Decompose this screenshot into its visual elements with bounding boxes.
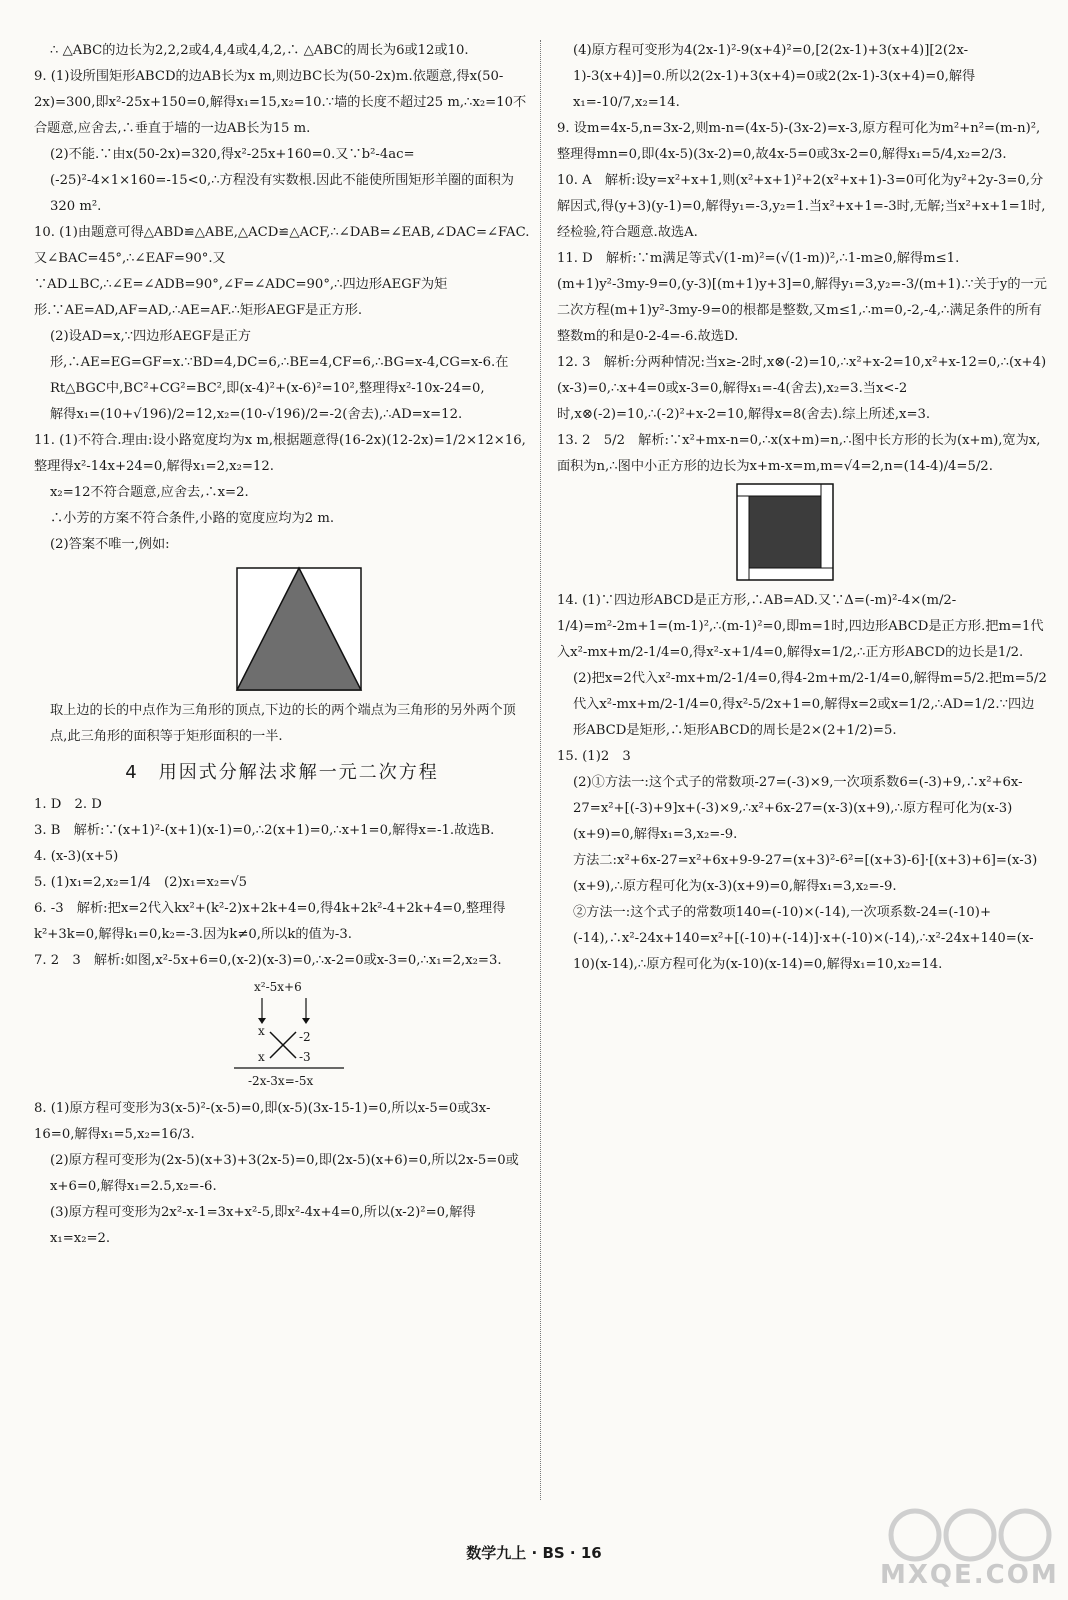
cross-left-2: x xyxy=(258,1050,265,1064)
right-column xyxy=(557,38,1047,978)
section-title: 4 用因式分解法求解一元二次方程 xyxy=(125,762,439,783)
cross-multiplication-figure xyxy=(34,974,530,1096)
cross-top: x²-5x+6 xyxy=(254,980,302,994)
page-footer: 数学九上 · BS · 16 xyxy=(466,1544,602,1562)
rectangle-triangle-figure xyxy=(34,558,530,698)
right-paragraph: (2)把x=2代入x²-mx+m/2-1/4=0,得4-2m+m/2-1/4=0,解得m=5/2.把m=5/2代入x²-mx+m/2-1/4=0,得x²-5/2x+1=0,解得x=2或x=1/2,∴AD=1/2.∵四边形ABCD是矩形,∴矩形ABCD的周长是2×(2+1/2)=5. xyxy=(573,671,1047,738)
cross-left-1: x xyxy=(258,1024,265,1038)
left-paragraph: 3. B 解析:∵(x+1)²-(x+1)(x-1)=0,∴2(x+1)=0,∴x+1=0,解得x=-1.故选B. xyxy=(34,823,495,838)
right-paragraph: (2)①方法一:这个式子的常数项-27=(-3)×9,一次项系数6=(-3)+9,∴x²+6x-27=x²+[(-3)+9]x+(-3)×9,∴x²+6x-27=(x-3)(x+9),∴原方程可化为(x-3)(x+9)=0,解得x₁=3,x₂=-9. xyxy=(573,775,1023,842)
left-paragraph: 10. (1)由题意可得△ABD≌△ABE,△ACD≌△ACF,∴∠DAB=∠EAB,∠DAC=∠FAC.又∠BAC=45°,∴∠EAF=90°.又∵AD⊥BC,∴∠E=∠ADB=90°,∠F=∠ADC=90°,∴四边形AEGF为矩形.∵AE=AD,AF=AD,∴AE=AF.∴矩形AEGF是正方形. xyxy=(34,225,530,318)
column-divider xyxy=(540,40,541,1500)
left-paragraph: 9. (1)设所围矩形ABCD的边AB长为x m,则边BC长为(50-2x)m.依题意,得x(50-2x)=300,即x²-25x+150=0,解得x₁=15,x₂=10.∵墙的长度不超过25 m,∴x₂=10不合题意,应舍去,∴垂直于墙的一边AB长为15 m. xyxy=(34,69,527,136)
cross-right-2: -3 xyxy=(299,1050,311,1064)
right-paragraph: 10. A 解析:设y=x²+x+1,则(x²+x+1)²+2(x²+x+1)-3=0可化为y²+2y-3=0,分解因式,得(y+3)(y-1)=0,解得y₁=-3,y₂=1.当x²+x+1=-3时,无解;当x²+x+1=1时,经检验,符合题意.故选A. xyxy=(557,173,1046,240)
left-paragraph: (2)不能.∵由x(50-2x)=320,得x²-25x+160=0.又∵b²-4ac=(-25)²-4×1×160=-15<0,∴方程没有实数根.因此不能使所围矩形羊圈的面积为320 m². xyxy=(50,147,514,214)
left-paragraph: 6. -3 解析:把x=2代入kx²+(k²-2)x+2k+4=0,得4k+2k²-4+2k+4=0,整理得k²+3k=0,解得k₁=0,k₂=-3.因为k≠0,所以k的值为-3. xyxy=(34,901,506,942)
left-paragraph: 解得x₁=(10+√196)/2=12,x₂=(10-√196)/2=-2(舍去),∴AD=x=12. xyxy=(50,407,463,422)
left-paragraph: 8. (1)原方程可变形为3(x-5)²-(x-5)=0,即(x-5)(3x-15-1)=0,所以x-5=0或3x-16=0,解得x₁=5,x₂=16/3. xyxy=(34,1101,491,1142)
right-paragraph: 11. D 解析:∵m满足等式√(1-m)²=(√(1-m))²,∴1-m≥0,解得m≤1.(m+1)y²-3my-9=0,(y-3)[(m+1)y+3]=0,解得y₁=3,y₂=-3/(m+1).∵关于y的一元二次方程(m+1)y²-3my-9=0的根都是整数,又m≤1,∴m=0,-2,-4,∴满足条件的所有整数m的和是0-2-4=-6.故选D. xyxy=(557,251,1047,344)
right-paragraph: 方法二:x²+6x-27=x²+6x+9-9-27=(x+3)²-6²=[(x+3)-6]·[(x+3)+6]=(x-3)(x+9),∴原方程可化为(x-3)(x+9)=0,解得x₁=3,x₂=-9. xyxy=(573,853,1038,894)
left-paragraph: (3)原方程可变形为2x²-x-1=3x+x²-5,即x²-4x+4=0,所以(x-2)²=0,解得x₁=x₂=2. xyxy=(50,1205,476,1246)
left-paragraph: 11. (1)不符合.理由:设小路宽度均为x m,根据题意得(16-2x)(12-2x)=1/2×12×16,整理得x²-14x+24=0,解得x₁=2,x₂=12. xyxy=(34,433,526,474)
right-paragraph: 14. (1)∵四边形ABCD是正方形,∴AB=AD.又∵Δ=(-m)²-4×(m/2-1/4)=m²-2m+1=(m-1)²,∴(m-1)²=0,即m=1时,四边形ABCD是正方形.把m=1代入x²-mx+m/2-1/4=0,得x²-x+1/4=0,解得x=1/2,∴正方形ABCD的边长是1/2. xyxy=(557,593,1044,660)
left-column xyxy=(34,38,530,1252)
right-paragraph: 12. 3 解析:分两种情况:当x≥-2时,x⊗(-2)=10,∴x²+x-2=10,x²+x-12=0,∴(x+4)(x-3)=0,∴x+4=0或x-3=0,解得x₁=-4(舍去),x₂=3.当x<-2时,x⊗(-2)=10,∴(-2)²+x-2=10,解得x=8(舍去).综上所述,x=3. xyxy=(557,355,1047,422)
left-paragraph: 7. 2 3 解析:如图,x²-5x+6=0,(x-2)(x-3)=0,∴x-2=0或x-3=0,∴x₁=2,x₂=3. xyxy=(34,953,502,968)
right-paragraph: ②方法一:这个式子的常数项140=(-10)×(-14),一次项系数-24=(-10)+(-14),∴x²-24x+140=x²+[(-10)+(-14)]·x+(-10)×(-14),∴x²-24x+140=(x-10)(x-14),∴原方程可化为(x-10)(x-14)=0,解得x₁=10,x₂=14. xyxy=(573,905,1034,972)
cross-bottom: -2x-3x=-5x xyxy=(248,1074,314,1088)
left-paragraph: (2)设AD=x,∵四边形AEGF是正方形,∴AE=EG=GF=x.∵BD=4,DC=6,∴BE=4,CF=6,∴BG=x-4,CG=x-6.在Rt△BGC中,BC²+CG²=BC²,即(x-4)²+(x-6)²=10²,整理得x²-10x-24=0, xyxy=(50,329,509,396)
left-paragraph: 4. (x-3)(x+5) xyxy=(34,849,119,864)
watermark-text: MXQE.COM xyxy=(880,1560,1059,1590)
left-paragraph: x₂=12不符合题意,应舍去,∴x=2. xyxy=(50,485,249,500)
left-paragraph: (2)答案不唯一,例如: xyxy=(50,537,170,552)
cross-right-1: -2 xyxy=(299,1030,311,1044)
right-paragraph: (4)原方程可变形为4(2x-1)²-9(x+4)²=0,[2(2x-1)+3(x+4)][2(2x-1)-3(x+4)]=0.所以2(2x-1)+3(x+4)=0或2(2x-1)-3(x+4)=0,解得x₁=-10/7,x₂=14. xyxy=(573,43,976,110)
right-paragraph: 9. 设m=4x-5,n=3x-2,则m-n=(4x-5)-(3x-2)=x-3,原方程可化为m²+n²=(m-n)²,整理得mn=0,即(4x-5)(3x-2)=0,故4x-5=0或3x-2=0,解得x₁=5/4,x₂=2/3. xyxy=(557,121,1041,162)
nested-square-figure xyxy=(557,480,1047,588)
right-paragraph: 13. 2 5/2 解析:∵x²+mx-n=0,∴x(x+m)=n,∴图中长方形的长为(x+m),宽为x,面积为n,∴图中小正方形的边长为x+m-x=m,m=√4=2,n=(14-4)/4=5/2. xyxy=(557,433,1041,474)
left-paragraph: ∴小芳的方案不符合条件,小路的宽度应均为2 m. xyxy=(50,511,335,526)
left-paragraph: 取上边的长的中点作为三角形的顶点,下边的长的两个端点为三角形的另外两个顶点,此三角形的面积等于矩形面积的一半. xyxy=(50,703,516,744)
left-paragraph: 5. (1)x₁=2,x₂=1/4 (2)x₁=x₂=√5 xyxy=(34,875,248,890)
left-paragraph: (2)原方程可变形为(2x-5)(x+3)+3(2x-5)=0,即(2x-5)(x+6)=0,所以2x-5=0或x+6=0,解得x₁=2.5,x₂=-6. xyxy=(50,1153,519,1194)
left-paragraph: 1. D 2. D xyxy=(34,797,102,812)
right-paragraph: 15. (1)2 3 xyxy=(557,749,631,764)
left-paragraph: ∴ △ABC的边长为2,2,2或4,4,4或4,4,2,∴ △ABC的周长为6或12或10. xyxy=(50,43,469,58)
